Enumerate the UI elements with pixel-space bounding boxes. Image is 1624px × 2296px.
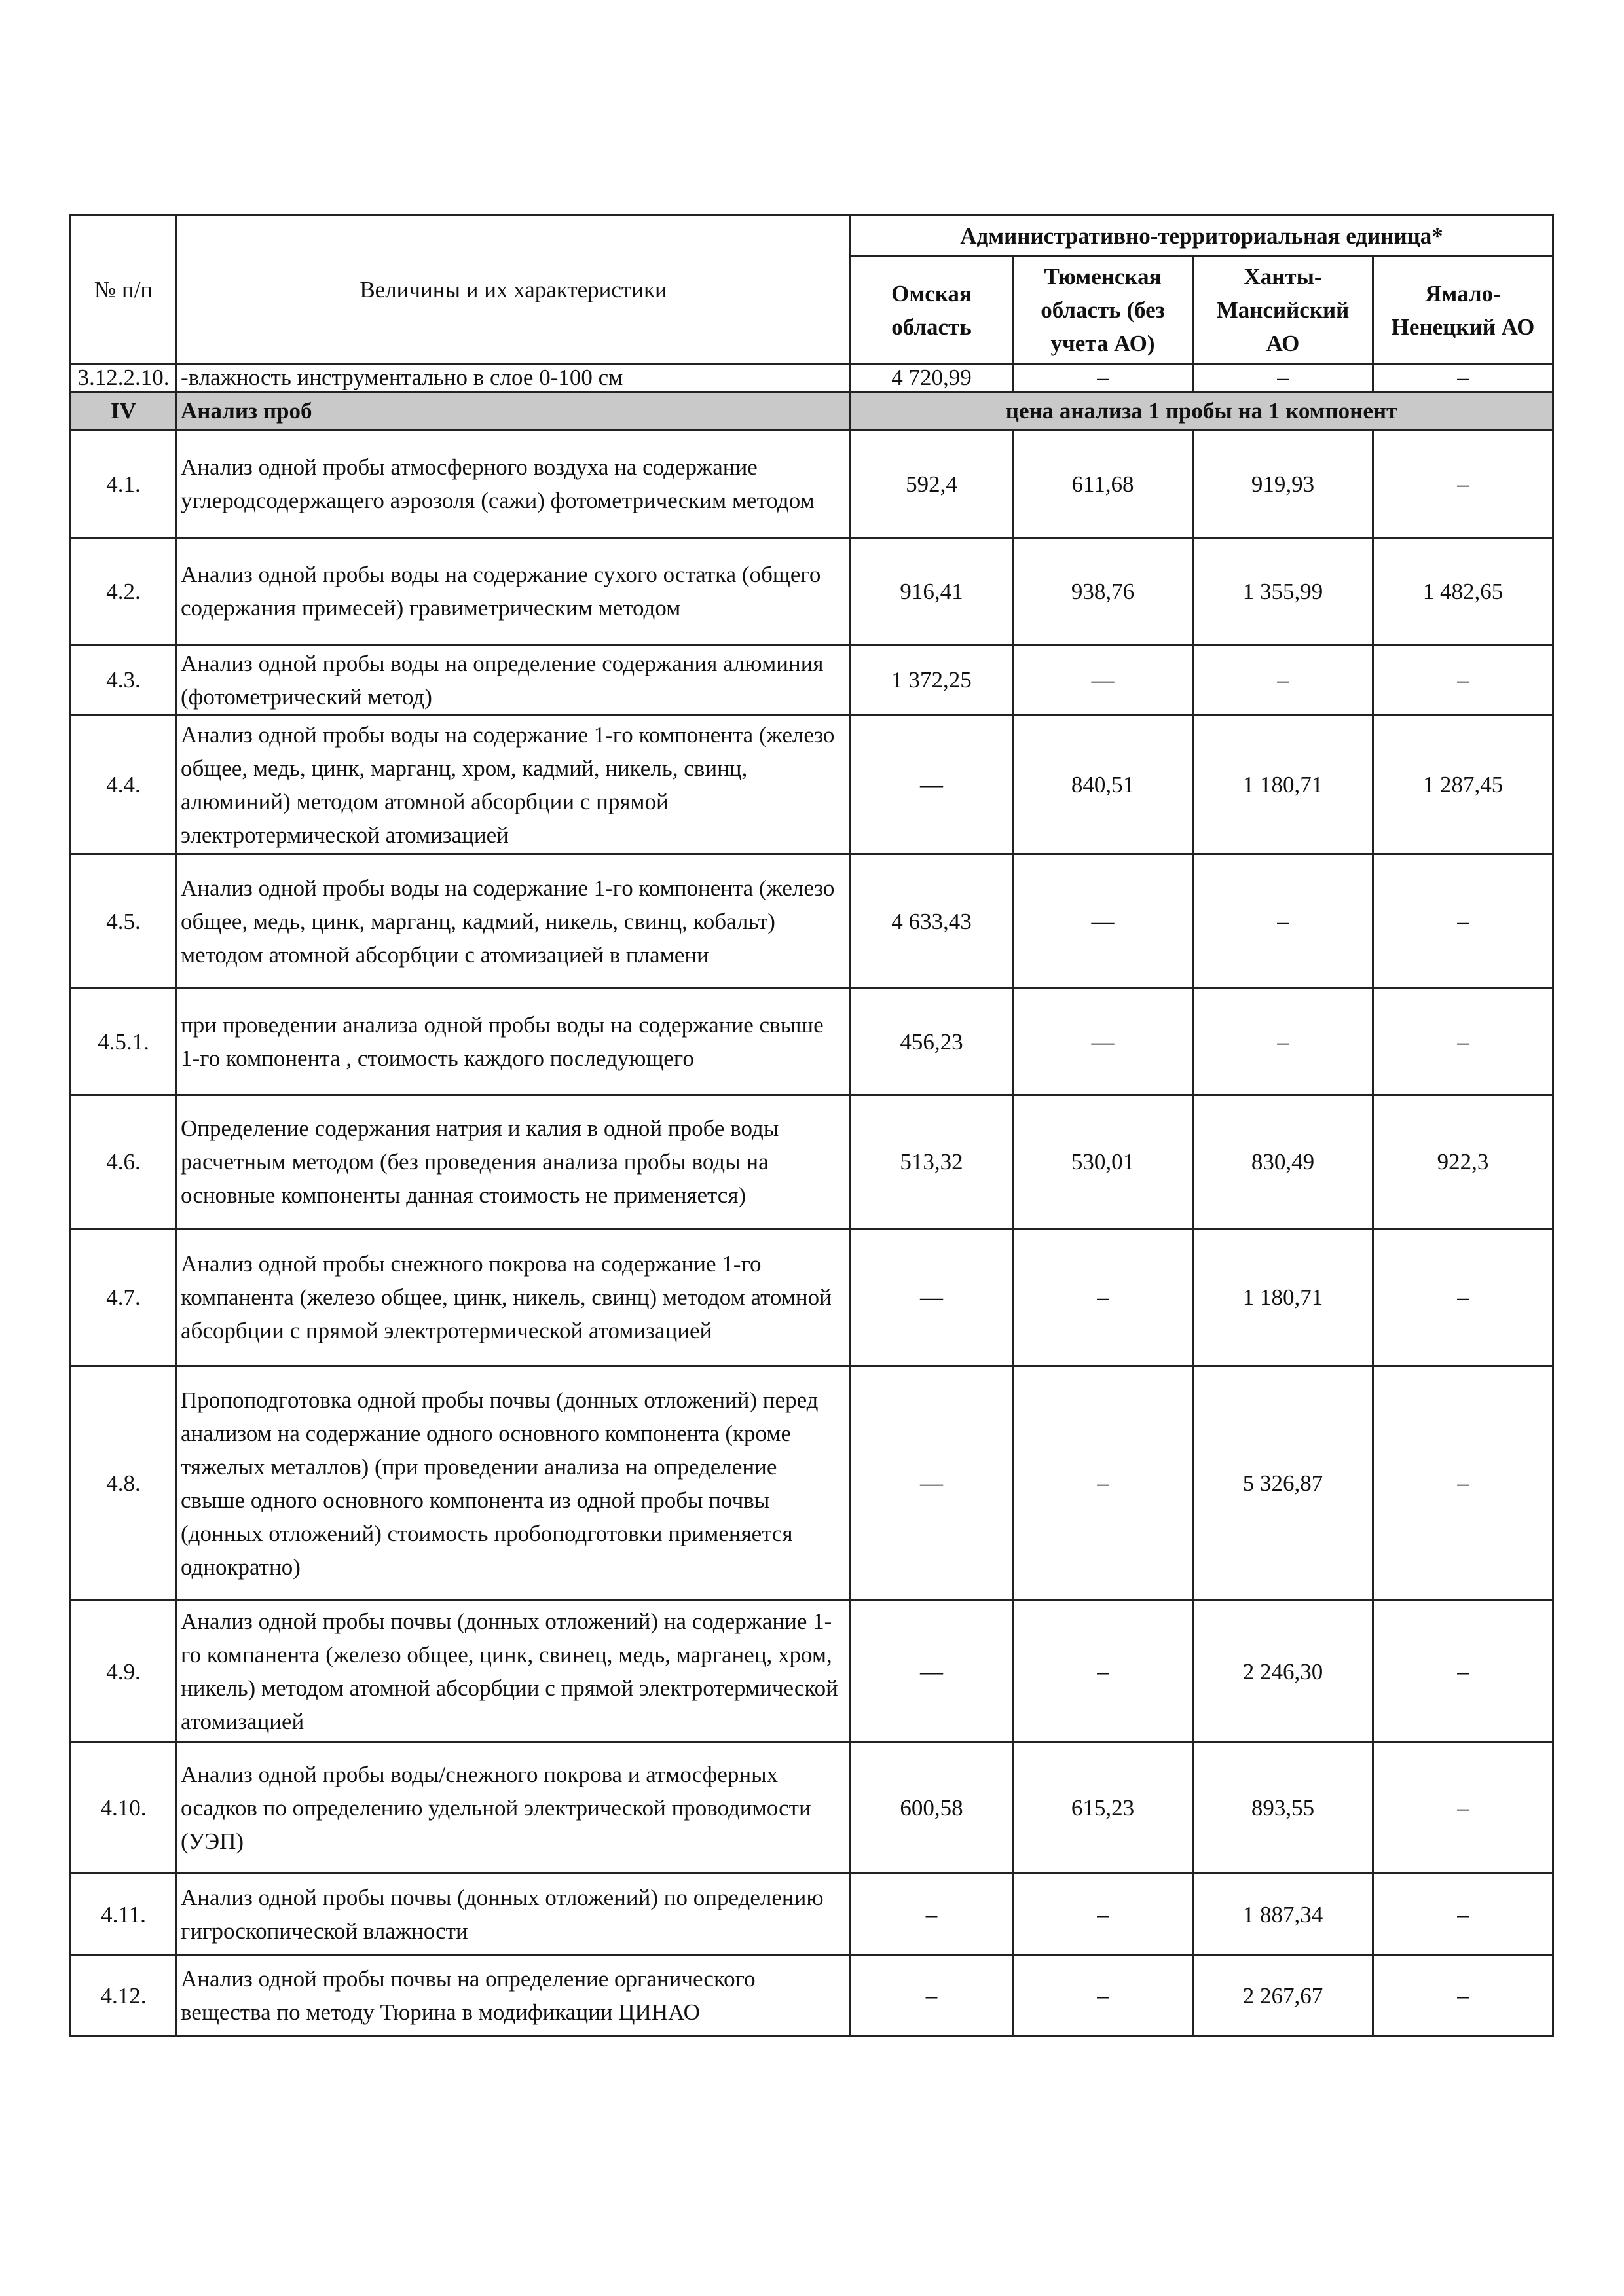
row-value-yamalo-nenets: – bbox=[1373, 1366, 1553, 1601]
row-value-yamalo-nenets: 922,3 bbox=[1373, 1095, 1553, 1229]
row-description: Анализ одной пробы атмосферного воздуха на содержание углеродсодержащего аэрозоля (сажи) фотометрическим методом bbox=[177, 430, 851, 538]
row-value-yamalo-nenets: 1 287,45 bbox=[1373, 716, 1553, 854]
row-value-omsk: 456,23 bbox=[851, 989, 1013, 1095]
row-value-khanty-mansiysk: 5 326,87 bbox=[1193, 1366, 1373, 1601]
row-value-tyumen: 840,51 bbox=[1013, 716, 1193, 854]
row-num: 4.12. bbox=[71, 1956, 177, 2036]
row-description: Анализ одной пробы воды на содержание 1-го компонента (железо общее, медь, цинк, марганц, хром, кадмий, никель, свинц, алюминий) методом атомной абсорбции с прямой электротермической атомизацией bbox=[177, 716, 851, 854]
col-header-omsk: Омская область bbox=[851, 257, 1013, 364]
row-value-tyumen: – bbox=[1013, 364, 1193, 392]
row-value-khanty-mansiysk: 2 246,30 bbox=[1193, 1601, 1373, 1743]
row-value-omsk: – bbox=[851, 1956, 1013, 2036]
row-value-tyumen: — bbox=[1013, 854, 1193, 989]
row-num: 3.12.2.10. bbox=[71, 364, 177, 392]
row-value-omsk: 1 372,25 bbox=[851, 645, 1013, 716]
row-value-tyumen: 611,68 bbox=[1013, 430, 1193, 538]
row-num: 4.2. bbox=[71, 538, 177, 645]
row-value-omsk: – bbox=[851, 1874, 1013, 1956]
row-value-khanty-mansiysk: 1 180,71 bbox=[1193, 716, 1373, 854]
row-description: Определение содержания натрия и калия в одной пробе воды расчетным методом (без проведения анализа пробы воды на основные компоненты данная стоимость не применяется) bbox=[177, 1095, 851, 1229]
row-value-omsk: — bbox=[851, 716, 1013, 854]
section-number: IV bbox=[71, 392, 177, 430]
row-description: Пропоподготовка одной пробы почвы (донных отложений) перед анализом на содержание одного основного компонента (кроме тяжелых металлов) (при проведении анализа на определение свыше одного основного компонента из одной пробы почвы (донных отложений) стоимость пробоподготовки применяется однократно) bbox=[177, 1366, 851, 1601]
row-value-khanty-mansiysk: 893,55 bbox=[1193, 1743, 1373, 1874]
row-value-tyumen: – bbox=[1013, 1956, 1193, 2036]
table-row bbox=[71, 1874, 1553, 1956]
row-value-yamalo-nenets: 1 482,65 bbox=[1373, 538, 1553, 645]
row-description: Анализ одной пробы почвы (донных отложений) по определению гигроскопической влажности bbox=[177, 1874, 851, 1956]
row-num: 4.11. bbox=[71, 1874, 177, 1956]
row-value-tyumen: – bbox=[1013, 1601, 1193, 1743]
col-header-yamalo-nenets: Ямало-Ненецкий АО bbox=[1373, 257, 1553, 364]
table-row bbox=[71, 854, 1553, 989]
row-num: 4.7. bbox=[71, 1229, 177, 1366]
row-num: 4.3. bbox=[71, 645, 177, 716]
row-value-yamalo-nenets: – bbox=[1373, 645, 1553, 716]
row-value-yamalo-nenets: – bbox=[1373, 1601, 1553, 1743]
row-value-tyumen: — bbox=[1013, 645, 1193, 716]
table-row bbox=[71, 1601, 1553, 1743]
table-row bbox=[71, 716, 1553, 854]
table-row bbox=[71, 1095, 1553, 1229]
col-header-khanty-mansiysk: Ханты-Мансийский АО bbox=[1193, 257, 1373, 364]
row-value-omsk: 4 720,99 bbox=[851, 364, 1013, 392]
row-description: -влажность инструментально в слое 0-100 см bbox=[177, 364, 851, 392]
row-num: 4.4. bbox=[71, 716, 177, 854]
section-title: Анализ проб bbox=[177, 392, 851, 430]
row-num: 4.6. bbox=[71, 1095, 177, 1229]
row-value-omsk: — bbox=[851, 1601, 1013, 1743]
row-value-omsk: 600,58 bbox=[851, 1743, 1013, 1874]
row-num: 4.8. bbox=[71, 1366, 177, 1601]
table-row-top bbox=[71, 364, 1553, 392]
table-row bbox=[71, 430, 1553, 538]
row-value-khanty-mansiysk: 2 267,67 bbox=[1193, 1956, 1373, 2036]
row-value-khanty-mansiysk: 830,49 bbox=[1193, 1095, 1373, 1229]
row-value-yamalo-nenets: – bbox=[1373, 1956, 1553, 2036]
table-row bbox=[71, 1229, 1553, 1366]
col-header-description: Величины и их характеристики bbox=[177, 215, 851, 364]
table-row bbox=[71, 989, 1553, 1095]
row-value-khanty-mansiysk: 1 355,99 bbox=[1193, 538, 1373, 645]
header-row-group bbox=[71, 215, 1553, 257]
row-value-yamalo-nenets: – bbox=[1373, 1229, 1553, 1366]
section-row bbox=[71, 392, 1553, 430]
row-value-khanty-mansiysk: – bbox=[1193, 364, 1373, 392]
row-value-yamalo-nenets: – bbox=[1373, 430, 1553, 538]
row-value-omsk: — bbox=[851, 1229, 1013, 1366]
section-subtitle: цена анализа 1 пробы на 1 компонент bbox=[851, 392, 1553, 430]
row-value-yamalo-nenets: – bbox=[1373, 1874, 1553, 1956]
price-table bbox=[69, 214, 1554, 2037]
row-num: 4.5. bbox=[71, 854, 177, 989]
row-description: Анализ одной пробы воды/снежного покрова и атмосферных осадков по определению удельной электрической проводимости (УЭП) bbox=[177, 1743, 851, 1874]
row-description: Анализ одной пробы снежного покрова на содержание 1-го компанента (железо общее, цинк, никель, свинц) методом атомной абсорбции с прямой электротермической атомизацией bbox=[177, 1229, 851, 1366]
table-row bbox=[71, 538, 1553, 645]
row-value-khanty-mansiysk: 1 887,34 bbox=[1193, 1874, 1373, 1956]
row-description: Анализ одной пробы почвы (донных отложений) на содержание 1-го компанента (железо общее, цинк, свинец, медь, марганец, хром, никель) методом атомной абсорбции с прямой электротермической атомизацией bbox=[177, 1601, 851, 1743]
row-value-tyumen: – bbox=[1013, 1366, 1193, 1601]
row-value-omsk: 4 633,43 bbox=[851, 854, 1013, 989]
row-description: Анализ одной пробы воды на содержание 1-го компонента (железо общее, медь, цинк, марганц, кадмий, никель, свинц, кобальт) методом атомной абсорбции с атомизацией в пламени bbox=[177, 854, 851, 989]
row-value-omsk: 592,4 bbox=[851, 430, 1013, 538]
row-value-yamalo-nenets: – bbox=[1373, 1743, 1553, 1874]
row-value-yamalo-nenets: – bbox=[1373, 854, 1553, 989]
row-value-khanty-mansiysk: – bbox=[1193, 854, 1373, 989]
row-description: Анализ одной пробы воды на содержание сухого остатка (общего содержания примесей) гравиметрическим методом bbox=[177, 538, 851, 645]
row-value-khanty-mansiysk: 919,93 bbox=[1193, 430, 1373, 538]
row-value-omsk: 916,41 bbox=[851, 538, 1013, 645]
row-value-tyumen: 530,01 bbox=[1013, 1095, 1193, 1229]
row-num: 4.10. bbox=[71, 1743, 177, 1874]
row-num: 4.1. bbox=[71, 430, 177, 538]
row-value-tyumen: – bbox=[1013, 1874, 1193, 1956]
row-value-tyumen: – bbox=[1013, 1229, 1193, 1366]
row-num: 4.5.1. bbox=[71, 989, 177, 1095]
row-value-omsk: 513,32 bbox=[851, 1095, 1013, 1229]
row-description: Анализ одной пробы воды на определение содержания алюминия (фотометрический метод) bbox=[177, 645, 851, 716]
row-value-tyumen: — bbox=[1013, 989, 1193, 1095]
col-header-region-group: Административно-территориальная единица* bbox=[851, 215, 1553, 257]
col-header-num: № п/п bbox=[71, 215, 177, 364]
table-row bbox=[71, 1743, 1553, 1874]
row-value-khanty-mansiysk: – bbox=[1193, 989, 1373, 1095]
table-row bbox=[71, 1956, 1553, 2036]
row-num: 4.9. bbox=[71, 1601, 177, 1743]
row-value-yamalo-nenets: – bbox=[1373, 364, 1553, 392]
row-description: Анализ одной пробы почвы на определение органического вещества по методу Тюрина в модификации ЦИНАО bbox=[177, 1956, 851, 2036]
row-value-tyumen: 615,23 bbox=[1013, 1743, 1193, 1874]
col-header-tyumen: Тюменская область (без учета АО) bbox=[1013, 257, 1193, 364]
row-value-khanty-mansiysk: 1 180,71 bbox=[1193, 1229, 1373, 1366]
row-description: при проведении анализа одной пробы воды на содержание свыше 1-го компонента , стоимость каждого последующего bbox=[177, 989, 851, 1095]
row-value-tyumen: 938,76 bbox=[1013, 538, 1193, 645]
table-row bbox=[71, 645, 1553, 716]
row-value-omsk: — bbox=[851, 1366, 1013, 1601]
table-row bbox=[71, 1366, 1553, 1601]
row-value-khanty-mansiysk: – bbox=[1193, 645, 1373, 716]
row-value-yamalo-nenets: – bbox=[1373, 989, 1553, 1095]
